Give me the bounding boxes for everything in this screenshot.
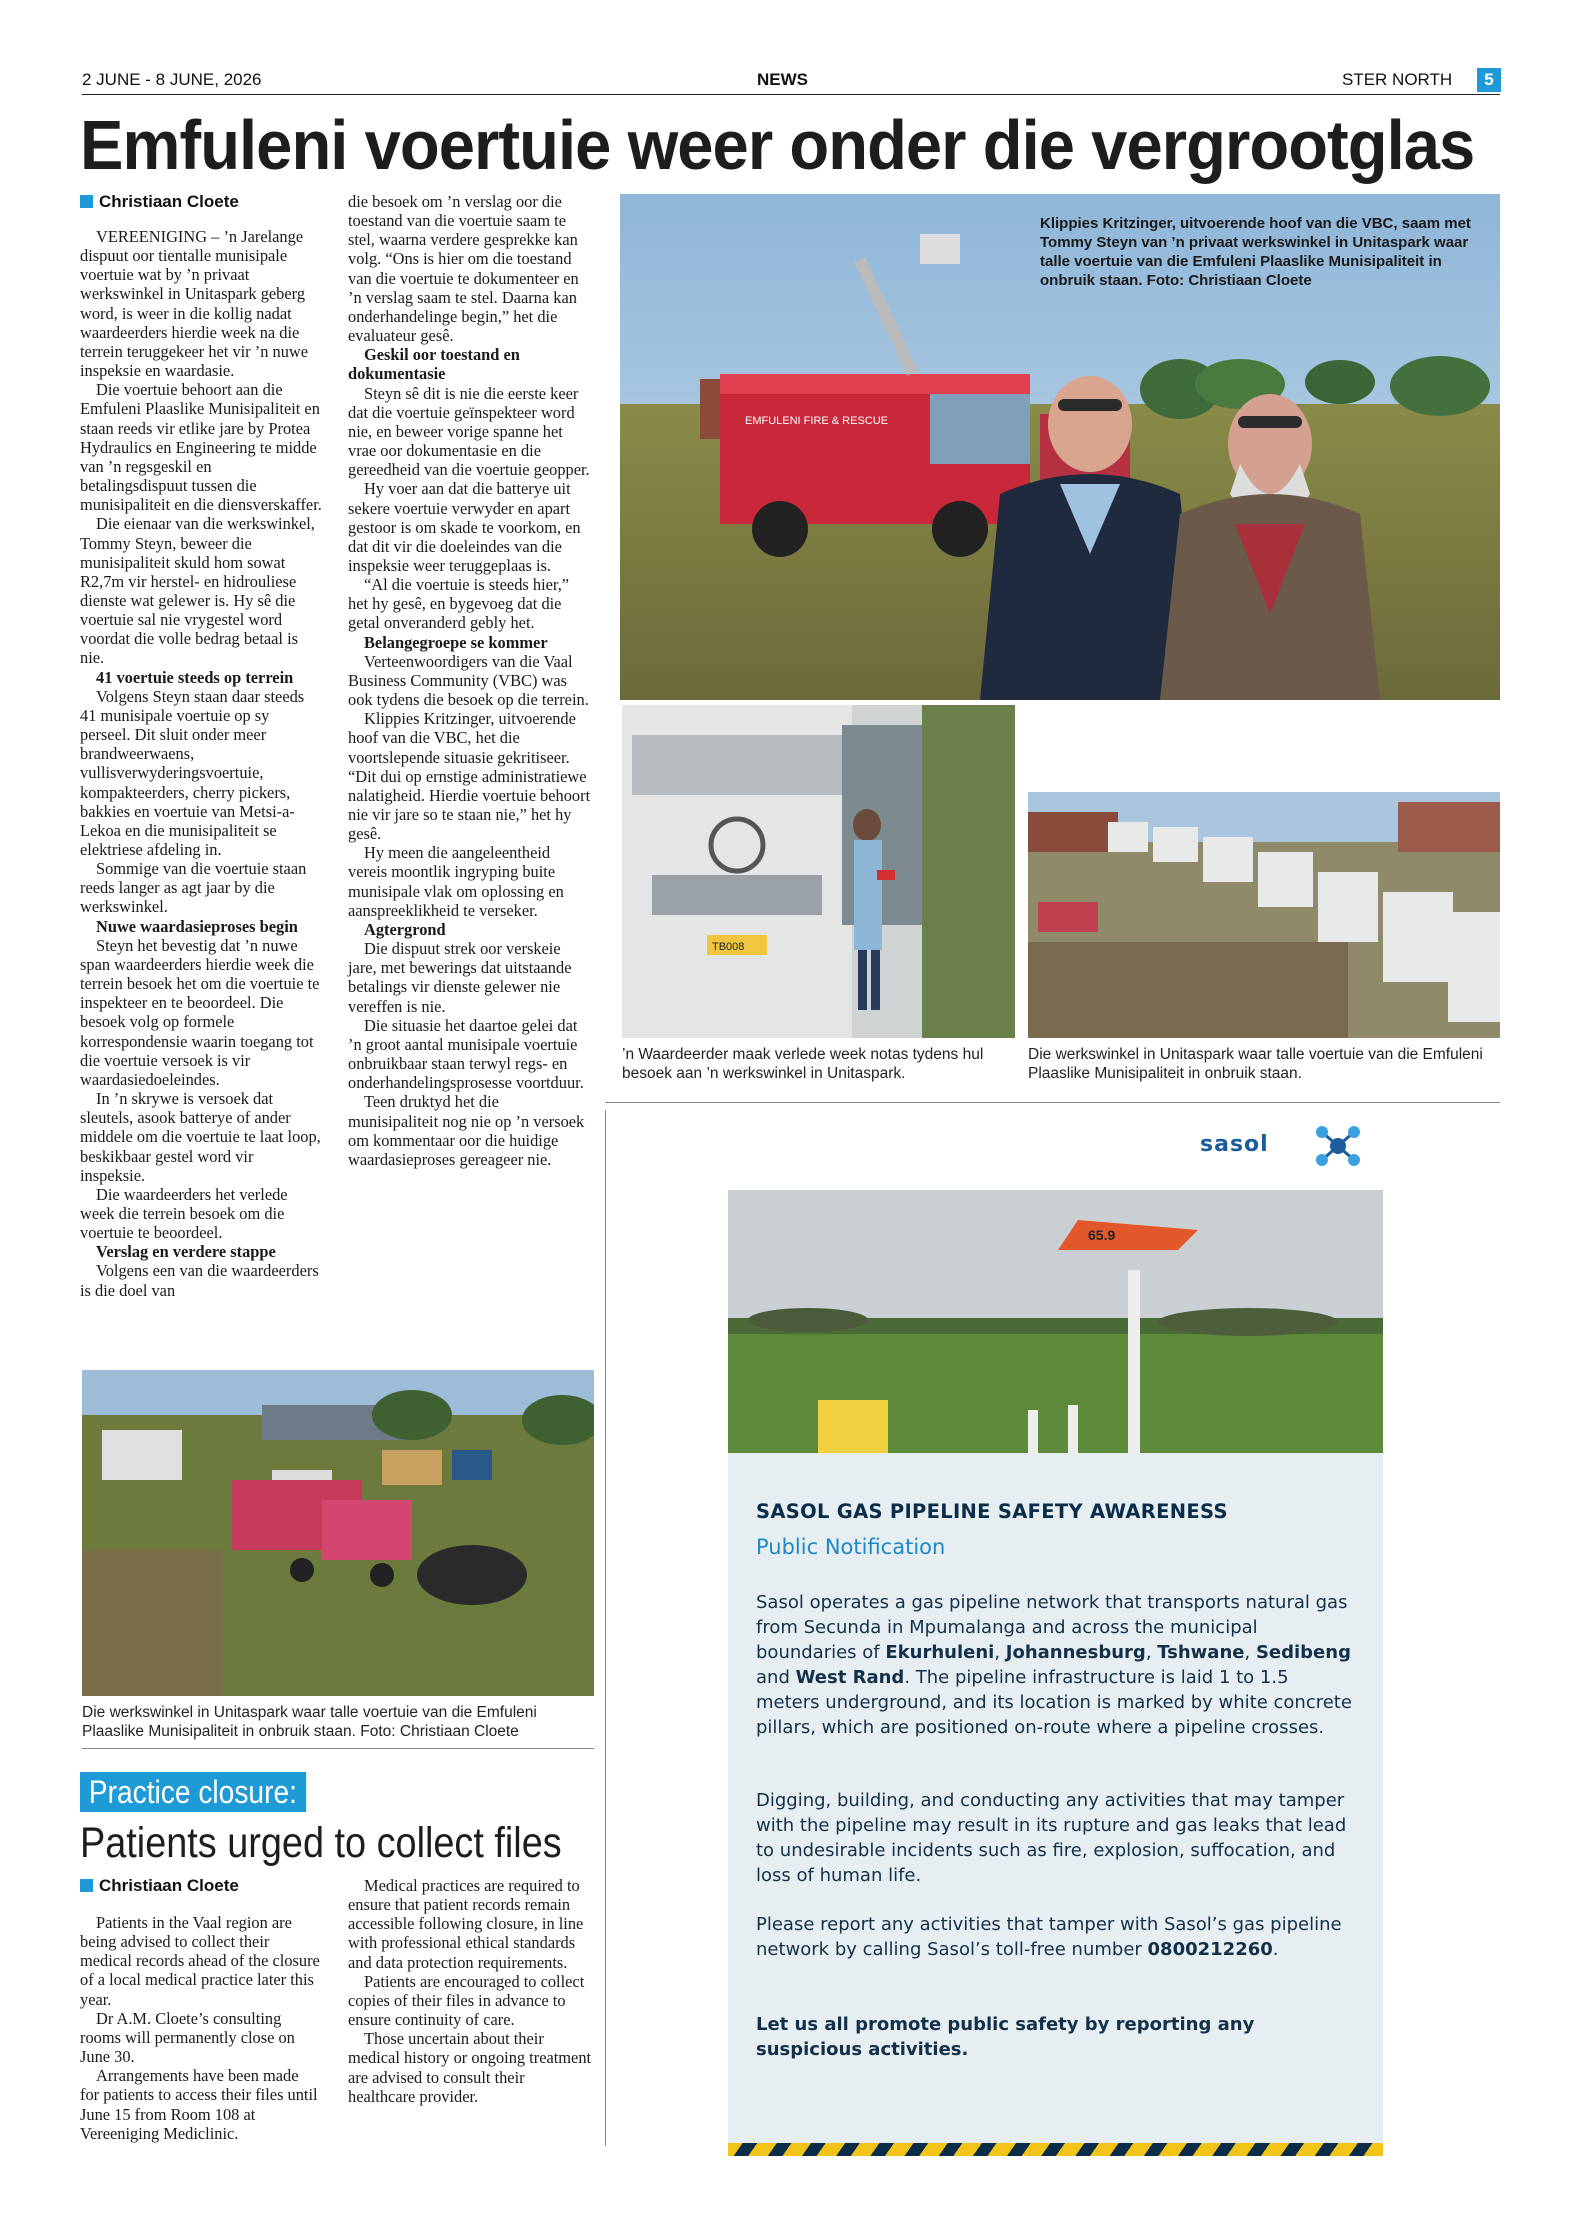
article-paragraph: Die voertuie behoort aan die Emfuleni Plaaslike Munisipaliteit en staan reeds vir etlike jare by Protea Hydraulics en Engineering te midde van ’n regsgeskil en betalingsdispuut tussen die munisipaliteit en die diensverskaffer. (80, 380, 322, 515)
byline-name: Christiaan Cloete (99, 192, 239, 211)
photo-main-caption: Klippies Kritzinger, uitvoerende hoof van die VBC, saam met Tommy Steyn van ’n privaat werkswinkel in Unitaspark waar talle voertuie van die Emfuleni Plaaslike Munisipaliteit in onbruik staan. Foto: Christiaan Cloete (1040, 215, 1471, 289)
ad-text: , (1244, 1642, 1256, 1663)
article-paragraph: Teen druktyd het die munisipaliteit nog nie op ’n versoek om kommentaar oor die huidige waardasieproses gereageer nie. (348, 1092, 585, 1169)
article-paragraph: Volgens Steyn staan daar steeds 41 munisipale voertuie op sy perseel. Dit sluit onder meer brandweerwaens, vullisverwyderingsvoertuie, kompakteerders, cherry pickers, bakkies en voertuie van Metsi-a-Lekoa en die munisipaliteit se elektriese afdeling in. (80, 686, 305, 859)
byline-marker (80, 195, 93, 208)
ad-text: , (1145, 1642, 1158, 1663)
ad-text: . (1272, 1939, 1279, 1960)
plate-text: TB008 (712, 941, 745, 953)
article-paragraph: Sommige van die voertuie staan reeds langer as agt jaar by die werkswinkel. (80, 859, 307, 917)
closure-byline-name: Christiaan Cloete (99, 1876, 239, 1895)
ad-subtitle: Public Notification (756, 1535, 946, 1559)
marker-label: 65.9 (1088, 1227, 1116, 1243)
article-paragraph: Die dispuut strek oor verskeie jare, met bewerings dat uitstaande betalings vir dienste gelewer nie vereffen is nie. (348, 939, 572, 1016)
ad-paragraph-3 (756, 1912, 1356, 1962)
ad-bold-municipality: Sedibeng (1255, 1642, 1351, 1663)
photo-yard-caption: Die werkswinkel in Unitaspark waar talle voertuie van die Emfuleni Plaaslike Munisipaliteit in onbruik staan. (1028, 1046, 1483, 1082)
header-rule (82, 94, 1500, 95)
ad-paragraph-4: Let us all promote public safety by reporting any suspicious activities. (756, 2014, 1255, 2060)
ad-text: . The pipeline infrastructure is laid 1 to 1.5 meters underground, and its location is marked by white concrete pillars, which are positioned on-route where a pipeline crosses. (756, 1667, 1352, 1738)
ad-text: Sasol operates a gas pipeline network that transports natural gas from Secunda in Mpumalanga and across the municipal boundaries of (756, 1592, 1348, 1663)
closure-paragraph: Patients in the Vaal region are being advised to collect their medical records ahead of the closure of a local medical practice later this year. (80, 1913, 320, 2009)
ad-bold-municipality: West Rand (795, 1667, 905, 1688)
photo-aerial-caption: Die werkswinkel in Unitaspark waar talle voertuie van die Emfuleni Plaaslike Munisipaliteit in onbruik staan. Foto: Christiaan Cloete (82, 1704, 537, 1740)
article-paragraph: Volgens een van die waardeerders is die doel van (80, 1261, 319, 1300)
closure-tag: Practice closure: (80, 1772, 306, 1812)
article-paragraph: VEREENIGING – ’n Jarelange dispuut oor tientalle munisipale voertuie wat by ’n privaat werkswinkel in Unitaspark geberg word, is weer in die kollig nadat waardeerders hierdie week na die terrein teruggekeer het vir ’n nuwe inspeksie en waardasie. (80, 227, 308, 381)
ad-text: Please report any activities that tamper with Sasol’s gas pipeline network by calling Sasol’s toll-free number (756, 1914, 1342, 1960)
article-paragraph: Die situasie het daartoe gelei dat ’n groot aantal munisipale voertuie onbruikbaar staan terwyl regs- en onderhandelingsprosesse voortduur. (348, 1015, 584, 1093)
ad-bold-municipality: Ekurhuleni (885, 1642, 995, 1663)
publication-name: STER NORTH (1342, 70, 1453, 89)
ad-hazard-stripe (728, 2143, 1383, 2156)
ad-paragraph-1 (756, 1590, 1356, 1740)
closure-headline: Patients urged to collect files (80, 1819, 562, 1867)
photo-valuer (622, 705, 1015, 1038)
section-label: NEWS (757, 70, 808, 89)
byline (80, 192, 239, 212)
article-paragraph: die besoek om ’n verslag oor die toestand van die voertuie saam te stel, waarna verdere gesprekke kan volg. “Ons is hier om die toestand van die voertuie te dokumenteer en ’n verslag saam te stel. Daarna kan onderhandelinge begin,” het die evaluateur gesê. (348, 192, 579, 346)
article-paragraph: Hy meen die aangeleentheid vereis moontlik ingryping buite munisipale vlak om oplossing en aanspreeklikheid te verseker. (348, 843, 564, 920)
article-paragraph: Klippies Kritzinger, uitvoerende hoof van die VBC, het die voortslepende situasie gekritiseer. “Dit dui op ernstige administratiewe nalatigheid. Hierdie voertuie behoort nie vir jare so te staan nie,” het hy gesê. (348, 709, 591, 844)
article-paragraph: Steyn sê dit is nie die eerste keer dat die voertuie geïnspekteer word nie, en beweer vorige spanne het vrae oor dokumentasie en die gereedheid van die voertuie geopper. (348, 383, 590, 480)
article-subheading: Belangegroepe se kommer (364, 632, 548, 652)
closure-byline-marker (80, 1879, 93, 1892)
main-headline: Emfuleni voertuie weer onder die vergrootglas (80, 106, 1475, 184)
ad-paragraph-2: Digging, building, and conducting any activities that may tamper with the pipeline may result in its rupture and gas leaks that lead to undesirable incidents such as fire, explosion, suffocation, and loss of human life. (756, 1790, 1347, 1886)
section-divider-vertical (605, 1110, 606, 2146)
ad-bold-municipality: Tshwane (1157, 1642, 1245, 1663)
sasol-ad-photo (728, 1190, 1383, 1453)
article-paragraph: In ’n skrywe is versoek dat sleutels, asook batterye of ander middele om die voertuie te laat loop, beskikbaar gestel word vir inspeksie. (80, 1089, 321, 1185)
ad-title: SASOL GAS PIPELINE SAFETY AWARENESS (756, 1500, 1228, 1523)
closure-paragraph: Patients are encouraged to collect copies of their files in advance to ensure continuity of care. (348, 1971, 585, 2030)
photo-yard (1028, 792, 1500, 1038)
article-paragraph: Steyn het bevestig dat ’n nuwe span waardeerders hierdie week die terrein besoek het om die voertuie te inspekteer en te beoordeel. Die besoek volg op formele korrespondensie waarin toegang tot die voertuie versoek is vir waardasiedoeleindes. (80, 935, 320, 1089)
issue-date: 2 JUNE - 8 JUNE, 2026 (82, 70, 262, 89)
ad-phone-number[interactable]: 0800212260 (1147, 1939, 1273, 1960)
article-paragraph: Die eienaar van die werkswinkel, Tommy Steyn, beweer die munisipaliteit skuld hom sowat R2,7m vir herstel- en hidrouliese dienste wat gelewer is. Hy sê die voertuie sal nie vrygestel word voordat die volle bedrag betaal is nie. (80, 514, 315, 668)
article-subheading: Geskil oor toestand en dokumentasie (348, 345, 520, 384)
sasol-logo (1200, 1118, 1380, 1172)
closure-paragraph: Those uncertain about their medical history or ongoing treatment are advised to consult their healthcare provider. (348, 2029, 592, 2106)
article-column-1 (80, 227, 322, 1300)
article-subheading: 41 voertuie steeds op terrein (96, 667, 294, 687)
truck-decal: EMFULENI FIRE & RESCUE (745, 415, 889, 427)
article-column-2 (348, 192, 593, 1169)
aerial-caption-rule (82, 1748, 594, 1749)
article-paragraph: “Al die voertuie is steeds hier,” het hy gesê, en bygevoeg dat die getal onveranderd gebly het. (348, 575, 570, 633)
sasol-wordmark: sasol (1200, 1132, 1269, 1157)
photo-aerial (82, 1370, 594, 1696)
closure-column-2 (348, 1876, 593, 2106)
section-divider-horizontal (605, 1102, 1500, 1103)
closure-paragraph: Medical practices are required to ensure that patient records remain accessible following closure, in line with professional ethical standards and data protection requirements. (348, 1876, 584, 1972)
page-number: 5 (1477, 68, 1501, 92)
closure-paragraph: Dr A.M. Cloete’s consulting rooms will permanently close on June 30. (80, 2008, 295, 2067)
closure-paragraph: Arrangements have been made for patients to access their files until June 15 from Room 108 at Vereeniging Mediclinic. (80, 2066, 318, 2143)
article-subheading: Nuwe waardasieproses begin (96, 916, 298, 936)
closure-byline (80, 1876, 239, 1896)
article-subheading: Verslag en verdere stappe (96, 1242, 276, 1262)
ad-bold-municipality: Johannesburg (1005, 1642, 1146, 1663)
article-paragraph: Die waardeerders het verlede week die terrein besoek om die voertuie te beoordeel. (80, 1184, 288, 1243)
ad-text: , (994, 1642, 1006, 1663)
photo-valuer-caption: ’n Waardeerder maak verlede week notas tydens hul besoek aan ’n werkswinkel in Unitaspark. (622, 1046, 984, 1082)
article-paragraph: Verteenwoordigers van die Vaal Business Community (VBC) was ook tydens die besoek op die terrein. (348, 651, 589, 710)
sasol-molecule-icon (1310, 1118, 1366, 1174)
closure-column-1 (80, 1913, 320, 2143)
ad-text: and (756, 1667, 796, 1688)
article-paragraph: Hy voer aan dat die batterye uit sekere voertuie verwyder en apart gestoor is om skade te voorkom, en dat dit vir die doeleindes van die inspeksie weer teruggeplaas is. (348, 479, 581, 575)
article-subheading: Agtergrond (364, 919, 446, 939)
